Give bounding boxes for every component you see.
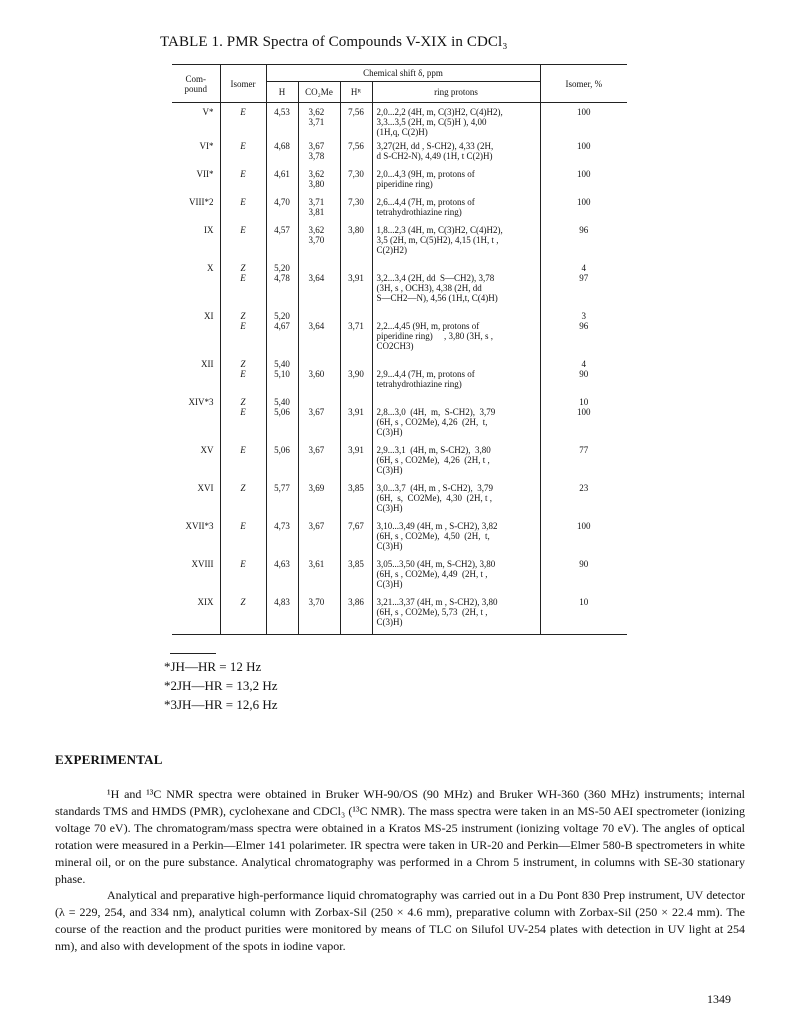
cell-co2me: 3,67	[298, 521, 340, 559]
table-row	[172, 311, 627, 359]
cell-ring-protons: 3,2...3,4 (2H, dd S—CH2), 3,78 (3H, s , OCH3), 4,38 (2H, dd S—CH2—N), 4,56 (1H,t, C(4)H)	[372, 263, 540, 311]
cell-hr: 3,90	[340, 359, 372, 397]
cell-isomer: E	[220, 197, 266, 225]
footnote-1: *JH—HR = 12 Hz	[164, 659, 262, 674]
header-co2me: CO₂Me	[298, 82, 340, 103]
table-body	[172, 103, 627, 635]
cell-co2me: 3,69	[298, 483, 340, 521]
cell-isomer-percent: 10	[540, 597, 627, 635]
cell-ring-protons: 1,8...2,3 (4H, m, C(3)H2, C(4)H2), 3,5 (2H, m, C(5)H2), 4,15 (1H, t , C(2)H2)	[372, 225, 540, 263]
cell-isomer: E	[220, 169, 266, 197]
cell-isomer-percent: 4 97	[540, 263, 627, 311]
cell-hr: 3,86	[340, 597, 372, 635]
cell-isomer: E	[220, 103, 266, 141]
cell-isomer-percent: 100	[540, 521, 627, 559]
cell-ring-protons: 2,2...4,45 (9H, m, protons of piperidine ring) , 3,80 (3H, s , CO2CH3)	[372, 311, 540, 359]
cell-isomer-percent: 23	[540, 483, 627, 521]
table-row	[172, 141, 627, 169]
cell-isomer-percent: 100	[540, 197, 627, 225]
cell-isomer-percent: 100	[540, 169, 627, 197]
footnote-3: *3JH—HR = 12,6 Hz	[164, 697, 278, 712]
footnote-2: *2JH—HR = 13,2 Hz	[164, 678, 278, 693]
cell-co2me: 3,61	[298, 559, 340, 597]
table-row	[172, 559, 627, 597]
cell-compound: XIV*3	[188, 396, 214, 407]
cell-hr: 3,85	[340, 559, 372, 597]
header-hr: Hᴿ	[340, 82, 372, 103]
cell-ring-protons: 2,6...4,4 (7H, m, protons of tetrahydrothiazine ring)	[372, 197, 540, 225]
table-row	[172, 397, 627, 445]
cell-h: 4,57	[266, 225, 298, 263]
cell-compound: XVI	[197, 482, 214, 493]
cell-h: 4,61	[266, 169, 298, 197]
cell-compound: XV	[200, 444, 214, 455]
cell-ring-protons: 3,05...3,50 (4H, m, S-CH2), 3,80 (6H, s , CO2Me), 4,49 (2H, t , C(3)H)	[372, 559, 540, 597]
cell-ring-protons: 2,0...4,3 (9H, m, protons of piperidine ring)	[372, 169, 540, 197]
cell-isomer: Z	[220, 597, 266, 635]
cell-compound: XVII*3	[185, 520, 214, 531]
cell-isomer-percent: 4 90	[540, 359, 627, 397]
cell-compound: XIX	[172, 597, 220, 635]
cell-compound: XVIII	[191, 558, 214, 569]
header-chemical-shift: Chemical shift δ, ppm	[266, 65, 540, 82]
pmr-spectra-table	[172, 64, 627, 635]
cell-ring-protons: 2,8...3,0 (4H, m, S-CH2), 3,79 (6H, s , CO2Me), 4,26 (2H, t, C(3)H)	[372, 397, 540, 445]
header-isomer-percent: Isomer, %	[540, 65, 627, 103]
cell-co2me: 3,64	[298, 263, 340, 311]
cell-isomer-percent: 3 96	[540, 311, 627, 359]
cell-ring-protons: 2,0...2,2 (4H, m, C(3)H2, C(4)H2), 3,3...3,5 (2H, m, C(5)H ), 4,00 (1H,q, C(2)H)	[372, 103, 540, 141]
footnote-rule	[170, 653, 216, 654]
cell-hr: 3,80	[340, 225, 372, 263]
table-row	[172, 169, 627, 197]
page-number: 1349	[707, 992, 731, 1006]
cell-isomer-percent: 100	[540, 141, 627, 169]
cell-h: 4,73	[266, 521, 298, 559]
cell-ring-protons: 3,27(2H, dd , S-CH2), 4,33 (2H, d S-CH2-N), 4,49 (1H, t C(2)H)	[372, 141, 540, 169]
cell-ring-protons: 3,21...3,37 (4H, m , S-CH2), 3,80 (6H, s , CO2Me), 5,73 (2H, t , C(3)H)	[372, 597, 540, 635]
cell-co2me: 3,67	[298, 445, 340, 483]
cell-isomer-percent: 96	[540, 225, 627, 263]
header-isomer: Isomer	[220, 65, 266, 103]
cell-hr: 7,56	[340, 141, 372, 169]
cell-h: 5,06	[266, 445, 298, 483]
cell-isomer: Z	[220, 483, 266, 521]
cell-isomer: Z E	[220, 397, 266, 445]
header-compound: Com- pound	[172, 65, 220, 103]
cell-ring-protons: 2,9...4,4 (7H, m, protons of tetrahydrothiazine ring)	[372, 359, 540, 397]
cell-isomer: Z E	[220, 263, 266, 311]
paragraph-2: Analytical and preparative high-performance liquid chromatography was carried out in a Du Pont 830 Prep instrument, UV detector (λ = 229, 254, and 334 nm), analytical column with Zorbax-Sil (250 × 4.6 mm), preparative column with Zorbax-Sil (250 × 22.4 mm). The course of the reaction and the product purities were monitored by means of TLC on Silufol UV-254 plates with detection in UV light at 254 nm), and also with development of the spots in iodine vapor.	[55, 888, 745, 953]
table-row	[172, 263, 627, 311]
cell-hr: 7,67	[340, 521, 372, 559]
cell-co2me: 3,64	[298, 311, 340, 359]
cell-co2me: 3,62 3,80	[298, 169, 340, 197]
cell-compound: IX	[204, 224, 214, 235]
cell-hr: 7,30	[340, 197, 372, 225]
cell-co2me: 3,67	[298, 397, 340, 445]
table-row	[172, 521, 627, 559]
cell-h: 4,70	[266, 197, 298, 225]
cell-hr: 3,85	[340, 483, 372, 521]
cell-co2me: 3,62 3,71	[298, 103, 340, 141]
header-ring-protons: ring protons	[372, 82, 540, 103]
cell-co2me: 3,62 3,70	[298, 225, 340, 263]
cell-h: 5,20 4,78	[266, 263, 298, 311]
header-h: H	[266, 82, 298, 103]
cell-compound: VI*	[199, 140, 214, 151]
table-row	[172, 483, 627, 521]
cell-h: 4,53	[266, 103, 298, 141]
table-row	[172, 445, 627, 483]
cell-co2me: 3,71 3,81	[298, 197, 340, 225]
cell-ring-protons: 3,10...3,49 (4H, m , S-CH2), 3,82 (6H, s , CO2Me), 4,50 (2H, t, C(3)H)	[372, 521, 540, 559]
cell-isomer-percent: 10 100	[540, 397, 627, 445]
cell-isomer-percent: 100	[540, 103, 627, 141]
cell-co2me: 3,60	[298, 359, 340, 397]
cell-hr: 3,91	[340, 263, 372, 311]
cell-h: 5,40 5,10	[266, 359, 298, 397]
cell-compound: XI	[204, 310, 214, 321]
cell-h: 4,83	[266, 597, 298, 635]
cell-isomer-percent: 90	[540, 559, 627, 597]
table-caption: TABLE 1. PMR Spectra of Compounds V-XIX in CDCl₃	[160, 34, 508, 50]
cell-isomer: Z E	[220, 359, 266, 397]
cell-ring-protons: 2,9...3,1 (4H, m, S-CH2), 3,80 (6H, s , CO2Me), 4,26 (2H, t , C(3)H)	[372, 445, 540, 483]
cell-compound: X	[207, 262, 214, 273]
cell-isomer: Z E	[220, 311, 266, 359]
cell-ring-protons: 3,0...3,7 (4H, m , S-CH2), 3,79 (6H, s, CO2Me), 4,30 (2H, t , C(3)H)	[372, 483, 540, 521]
cell-h: 4,68	[266, 141, 298, 169]
cell-hr: 3,91	[340, 445, 372, 483]
section-heading-experimental: EXPERIMENTAL	[55, 752, 163, 767]
cell-compound: XII	[201, 358, 214, 369]
cell-hr: 3,71	[340, 311, 372, 359]
cell-compound: VIII*2	[189, 196, 214, 207]
table-row	[172, 597, 627, 635]
cell-isomer: E	[220, 141, 266, 169]
cell-h: 5,40 5,06	[266, 397, 298, 445]
cell-isomer: E	[220, 225, 266, 263]
cell-h: 4,63	[266, 559, 298, 597]
cell-compound: V*	[202, 107, 214, 117]
paragraph-1: ¹H and ¹³C NMR spectra were obtained in Bruker WH-90/OS (90 MHz) and Bruker WH-360 (360 MHz) instruments; internal standards TMS and HMDS (PMR), cyclohexane and CDCl₃ (¹³C NMR). The mass spectra were taken in an MS-50 AEI spectrometer (ionizing voltage 70 eV). The chromatogram/mass spectra were obtained in a Kratos MS-25 instrument (ionizing voltage 70 eV). The angles of optical rotation were measured in a Perkin—Elmer 141 polarimeter. IR spectra were taken in UR-20 and Perkin—Elmer 580-B spectrometers in white mineral oil, or on the pure substance. Analytical chromatography was performed in a Chrom 5 instrument, in columns with SE-30 stationary phase.	[55, 787, 745, 886]
cell-co2me: 3,70	[298, 597, 340, 635]
cell-isomer: E	[220, 521, 266, 559]
table-row	[172, 103, 627, 141]
cell-h: 5,20 4,67	[266, 311, 298, 359]
table-row	[172, 225, 627, 263]
cell-isomer: E	[220, 559, 266, 597]
table-row	[172, 359, 627, 397]
cell-isomer: E	[220, 445, 266, 483]
cell-compound: VII*	[196, 168, 214, 179]
cell-hr: 7,56	[340, 103, 372, 141]
cell-isomer-percent: 77	[540, 445, 627, 483]
cell-hr: 3,91	[340, 397, 372, 445]
table-row	[172, 197, 627, 225]
cell-co2me: 3,67 3,78	[298, 141, 340, 169]
cell-h: 5,77	[266, 483, 298, 521]
cell-hr: 7,30	[340, 169, 372, 197]
